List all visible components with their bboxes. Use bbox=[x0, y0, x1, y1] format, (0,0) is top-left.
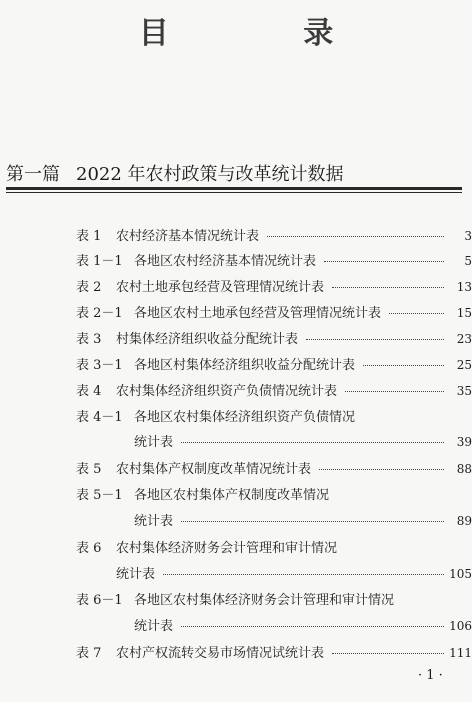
toc-entry-number: 表 6 bbox=[76, 541, 102, 556]
part-number: 第一篇 bbox=[6, 164, 60, 185]
toc-entry[interactable] bbox=[0, 642, 472, 662]
toc-entry-number: 表 4 bbox=[76, 384, 102, 399]
toc-entry-title: 村集体经济组织收益分配统计表 bbox=[116, 332, 299, 347]
toc-entry-page: 13 bbox=[456, 280, 472, 294]
toc-entry-title: 农村集体经济组织资产负债情况统计表 bbox=[116, 384, 338, 399]
heading-rule-thin bbox=[6, 192, 462, 193]
toc-entry-number: 表 5－1 bbox=[76, 488, 123, 503]
toc-entry[interactable] bbox=[0, 589, 472, 609]
dot-leader bbox=[163, 574, 444, 575]
toc-entry-page: 89 bbox=[456, 514, 472, 528]
toc-entry-continuation[interactable] bbox=[0, 615, 472, 635]
toc-entry-page: 39 bbox=[456, 435, 472, 449]
toc-entry-title: 各地区农村经济基本情况统计表 bbox=[134, 254, 317, 269]
toc-entry-number: 表 3 bbox=[76, 332, 102, 347]
toc-entry[interactable] bbox=[0, 380, 472, 400]
toc-entry-number: 表 7 bbox=[76, 646, 102, 661]
toc-entry-title: 农村经济基本情况统计表 bbox=[116, 229, 260, 244]
dot-leader bbox=[181, 626, 444, 627]
toc-entry[interactable] bbox=[0, 250, 472, 270]
toc-entry-page: 106 bbox=[449, 619, 472, 633]
toc-entry[interactable] bbox=[0, 354, 472, 374]
toc-entry-number: 表 1 bbox=[76, 229, 102, 244]
toc-entry-title: 农村集体经济财务会计管理和审计情况 bbox=[116, 541, 338, 556]
toc-entry-number: 表 2 bbox=[76, 280, 102, 295]
toc-entry[interactable] bbox=[0, 276, 472, 296]
toc-entry-page: 3 bbox=[464, 229, 472, 243]
toc-entry-title: 各地区村集体经济组织收益分配统计表 bbox=[134, 358, 356, 373]
toc-entry-page: 5 bbox=[464, 254, 472, 268]
toc-entry-number: 表 4－1 bbox=[76, 410, 123, 425]
toc-entry[interactable] bbox=[0, 458, 472, 478]
toc-entry[interactable] bbox=[0, 328, 472, 348]
toc-entry-continuation[interactable] bbox=[0, 563, 472, 583]
toc-entry-page: 111 bbox=[449, 646, 472, 660]
page-folio: · 1 · bbox=[418, 668, 443, 683]
toc-entry[interactable] bbox=[0, 537, 472, 557]
dot-leader bbox=[345, 391, 444, 392]
toc-entry-title: 各地区农村土地承包经营及管理情况统计表 bbox=[134, 306, 382, 321]
dot-leader bbox=[181, 521, 444, 522]
toc-entry-page: 23 bbox=[456, 332, 472, 346]
toc-entry-continuation[interactable] bbox=[0, 510, 472, 530]
toc-entry-title-cont: 统计表 bbox=[134, 619, 174, 634]
toc-entry-page: 35 bbox=[456, 384, 472, 398]
toc-entry-number: 表 1－1 bbox=[76, 254, 123, 269]
toc-entry-number: 表 5 bbox=[76, 462, 102, 477]
toc-entry-title: 各地区农村集体经济财务会计管理和审计情况 bbox=[134, 593, 395, 608]
toc-entry-page: 105 bbox=[449, 567, 472, 581]
toc-entry-title: 农村土地承包经营及管理情况统计表 bbox=[116, 280, 325, 295]
toc-entry-title-cont: 统计表 bbox=[134, 514, 174, 529]
toc-entry-page: 88 bbox=[456, 462, 472, 476]
toc-entry[interactable] bbox=[0, 302, 472, 322]
toc-entry-title: 各地区农村集体产权制度改革情况 bbox=[134, 488, 330, 503]
toc-entry-number: 表 3－1 bbox=[76, 358, 123, 373]
dot-leader bbox=[332, 287, 444, 288]
dot-leader bbox=[306, 339, 444, 340]
toc-entry-title-cont: 统计表 bbox=[116, 567, 156, 582]
toc-entry-number: 表 2－1 bbox=[76, 306, 123, 321]
dot-leader bbox=[389, 313, 444, 314]
toc-entry-title: 农村产权流转交易市场情况试统计表 bbox=[116, 646, 325, 661]
page-title: 目 录 bbox=[138, 16, 396, 51]
part-title: 2022 年农村政策与改革统计数据 bbox=[76, 164, 344, 185]
dot-leader bbox=[181, 442, 444, 443]
dot-leader bbox=[324, 261, 444, 262]
dot-leader bbox=[332, 653, 444, 654]
dot-leader bbox=[319, 469, 444, 470]
toc-entry-continuation[interactable] bbox=[0, 431, 472, 451]
toc-entry-number: 表 6－1 bbox=[76, 593, 123, 608]
toc-entry[interactable] bbox=[0, 225, 472, 245]
dot-leader bbox=[363, 365, 444, 366]
heading-rule-thick bbox=[6, 187, 462, 190]
toc-entry-page: 25 bbox=[456, 358, 472, 372]
toc-entry-page: 15 bbox=[456, 306, 472, 320]
dot-leader bbox=[267, 236, 444, 237]
part-heading bbox=[6, 160, 344, 186]
toc-entry-title: 各地区农村集体经济组织资产负债情况 bbox=[134, 410, 356, 425]
toc-entry[interactable] bbox=[0, 406, 472, 426]
toc-entry[interactable] bbox=[0, 484, 472, 504]
toc-entry-title: 农村集体产权制度改革情况统计表 bbox=[116, 462, 312, 477]
toc-entry-title-cont: 统计表 bbox=[134, 435, 174, 450]
